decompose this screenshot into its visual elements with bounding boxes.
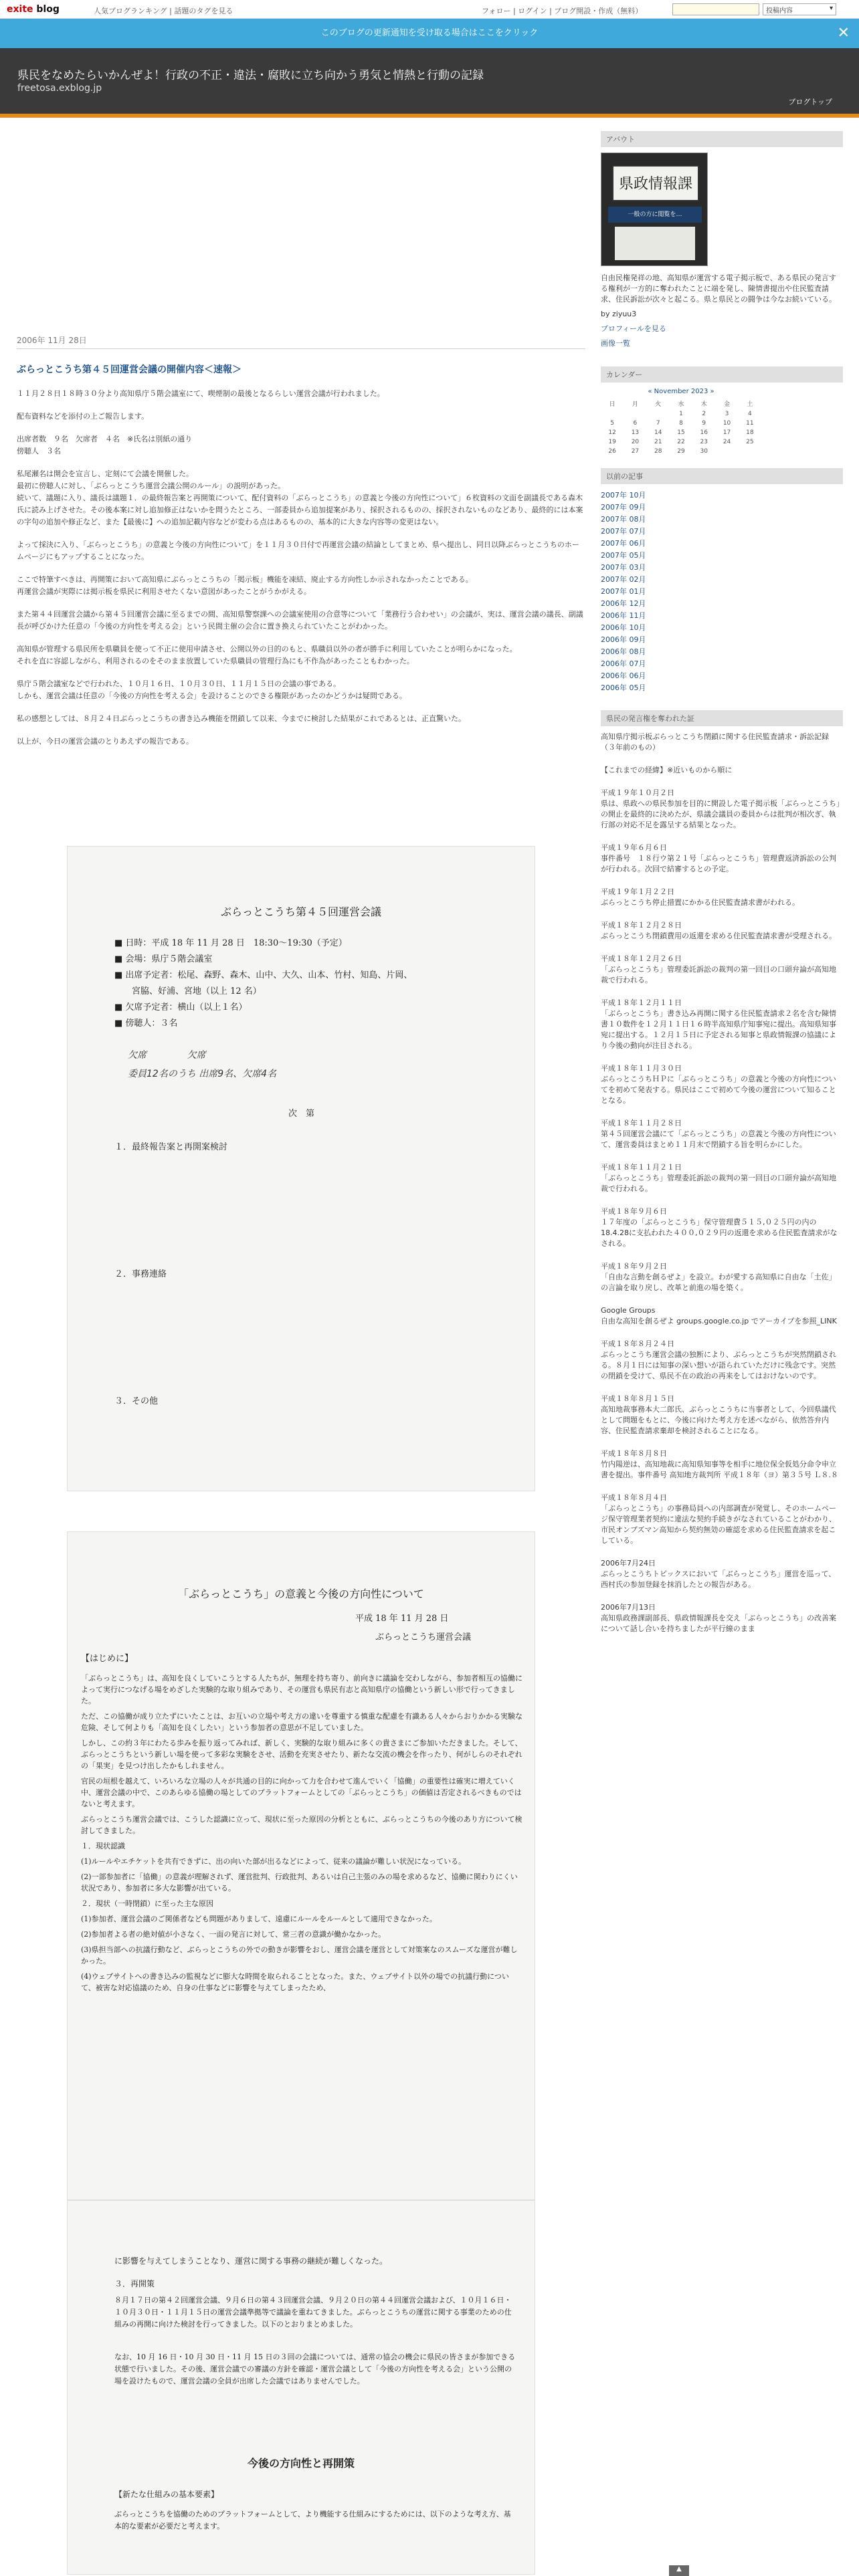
chevron-down-icon: ▾: [829, 5, 833, 12]
calendar-day: 13: [631, 429, 640, 436]
calendar-day: 25: [746, 439, 754, 445]
follow-notice-banner[interactable]: [0, 19, 859, 48]
calendar-day: 3: [725, 411, 729, 417]
post-area: [17, 334, 585, 758]
blog-url: freetosa.exblog.jp: [17, 83, 102, 94]
post-title[interactable]: ぶらっとこうち第４５回運営会議の開催内容＜速報＞: [17, 364, 242, 375]
archive-link[interactable]: 2006年 06月: [601, 671, 646, 680]
calendar-day: 11: [746, 420, 754, 427]
calendar-day: 2: [702, 411, 706, 417]
scan2-paragraph: (3)県担当部への抗議行動など、ぶらっとこうちの外での動きが影響をおし、運営会議を運営として対策案なのスムーズな運営が難しかった。: [81, 1945, 518, 1965]
scan2-title: 「ぶらっとこうち」の意義と今後の方向性について: [178, 1588, 424, 1600]
record-item: [601, 887, 843, 908]
record-item: [601, 1339, 843, 1382]
record-item: [601, 1305, 843, 1327]
archive-link[interactable]: 2007年 08月: [601, 515, 646, 524]
top-nav-links[interactable]: 人気ブログランキング | 話題のタグを見る: [94, 7, 233, 15]
post-body: [17, 388, 585, 748]
header-accent-line: [0, 114, 859, 118]
record-date: 平成１８年８月２４日: [601, 1339, 674, 1348]
calendar: [601, 388, 761, 456]
archive-link[interactable]: 2007年 10月: [601, 491, 646, 500]
record-date: 平成１８年１２月２６日: [601, 954, 682, 963]
scan2-head: 【はじめに】: [81, 1654, 134, 1664]
scan2-paragraph: (2)参加者よる者の絶対値が小さなく、一面の発言に対して、常三者の意識が働かなかった。: [81, 1930, 386, 1939]
calendar-day: 12: [608, 429, 616, 436]
author-name: by ziyuu3: [601, 310, 637, 318]
calendar-table: [601, 398, 761, 456]
record-text: 「自由な言動を創るぜよ」を設立。わが愛する高知県に自由な「土佐」の言論を取り戻し、改革と前進の場を築く。: [601, 1273, 836, 1292]
record-list: [601, 732, 843, 1634]
calendar-day: 5: [610, 420, 614, 427]
calendar-day: [647, 409, 670, 419]
calendar-day: 10: [723, 420, 731, 427]
record-date: 平成１８年１１月３０日: [601, 1064, 682, 1073]
agenda-heading: 次 第: [288, 1109, 315, 1119]
calendar-weekday: 水: [678, 401, 684, 408]
record-item: [601, 1394, 843, 1436]
record-date: 2006年7月13日: [601, 1603, 656, 1612]
record-text: ぶらっとこうちトピックスにおいて「ぶらっとこうち」運営を巡って、西村氏の参加登録を抹消したとの報告がある。: [601, 1570, 836, 1589]
archive-link[interactable]: 2007年 03月: [601, 563, 646, 572]
scan2-org: ぶらっとこうち運営会議: [375, 1632, 472, 1642]
record-item: [601, 1261, 843, 1293]
record-text: 県は、県政への県民参加を目的に開設した電子掲示板「ぶらっとこうち」の開止を最終的に決めたが、県議会議員の委員からは批判が相次ぎ、執行部の対応不足を露呈する結果となった。: [601, 799, 840, 829]
scan2-paragraph: しかし、この約３年にわたる歩みを振り返ってみれば、新しく、実験的な取り組みに多くの貴さまにご参加いただきました。そして、ぶらっとこうちという新しい場を使って多彩な実験をさせ、活動を充実させたり、新たな交流の機会を作ったり、何がしらのそれぞれの「果実」を見つけ出したかもしれません。: [81, 1739, 522, 1770]
calendar-day: 19: [608, 439, 616, 445]
scan1-line: ■ 日時：平成 18 年 11 月 28 日 18:30〜19:30（予定）: [114, 938, 347, 948]
record-item: [601, 1493, 843, 1546]
post-paragraph: 県庁５階会議室などで行われた、１０月１６日、１０月３０日、１１月１５日の会議の事である。 しかも、運営会議は任意の「今後の方向性を考える会」を設けることのできる権限があったのかどうかは疑問である。: [17, 679, 407, 700]
calendar-day: 28: [654, 448, 662, 455]
calendar-day: 22: [677, 439, 685, 445]
calendar-day: 30: [700, 448, 708, 455]
post-paragraph: よって採決に入り、「ぶらっとこうち」の意義と今後の方向性について」を１１月３０日付で再運営会議の結論としてまとめ、県へ提出し、同日以降ぶらっとこうちのホームページにもアップすることになった。: [17, 540, 579, 561]
scan1-line: ■ 欠席予定者：横山（以上１名）: [114, 1002, 248, 1012]
post-paragraph: また第４４回運営会議から第４５回運営会議に至るまでの間、高知県警察課への会議室使用の合意等について「業務行う合わせい」の会議が、実は、運営会議の議長、副議長が呼びかけた任意の「今後の方向性を考える会」という民間主催の会合に置き換えられていたことがわかった。: [17, 610, 583, 631]
post-paragraph: ここで特筆すべきは、再開策において高知県にぶらっとこうちの「掲示板」機能を凍結、廃止する方向性しか示されなかったことである。 再運営会議が実際には掲示板を県民に利用させたくない意図があったことがうかがえる。: [17, 575, 473, 596]
record-date: 平成１８年８月８日: [601, 1449, 667, 1458]
image-list-link[interactable]: 画像一覧: [601, 339, 630, 348]
profile-link[interactable]: プロフィールを見る: [601, 324, 666, 333]
record-item: [601, 998, 843, 1051]
record-date: 高知県庁掲示板ぶらっとこうち閉鎖に関する住民監査請求・訴訟記録（３年前のもの）: [601, 732, 829, 752]
archive-link[interactable]: 2007年 02月: [601, 575, 646, 584]
post-paragraph: 配布資料などを添付の上ご報告します。: [17, 412, 149, 421]
record-item: [601, 1602, 843, 1634]
post-paragraph: 出席者数 ９名 欠席者 ４名 ※氏名は別紙の通り 傍聴人 ３名: [17, 435, 193, 455]
record-text: ぶらっとこうち運営会議の独断により、ぶらっとこうちが突然閉鎖される。８月１日には知事の深い想いが語られていただけに残念です。突然の閉鎖を受けて、県民不在の政治の再来をしてはおけないのです。: [601, 1350, 836, 1380]
record-date: 平成１８年１２月１１日: [601, 998, 682, 1007]
exblog-logo[interactable]: exite blog: [7, 4, 60, 15]
record-date: 平成１８年９月２日: [601, 1262, 667, 1271]
calendar-day: 21: [654, 439, 662, 445]
record-date: 平成１９年６月６日: [601, 843, 667, 852]
record-item: [601, 1448, 843, 1481]
archive-link[interactable]: 2006年 12月: [601, 599, 646, 608]
calendar-weekday: 金: [724, 401, 731, 408]
scan2-paragraph: ぶらっとこうち運営会議では、こうした認識に立って、現状に至った原因の分析とともに、ぶらっとこうちの今後のあり方について検討してきました。: [81, 1815, 522, 1835]
scroll-indicator[interactable]: ▲: [669, 2565, 689, 2576]
scan3-body: ８月１７日の第４２回運営会議、９月６日の第４３回運営会議、９月２０日の第４４回運営会議および、１０月１６日・１０月３０日・１１月１５日の運営会議準拠等で議論を重ねてきました。ぶらっとこうちの運営に関する事業のための仕組みの再開に向けた検討を行ってきました。以下のとおりまとめました。: [114, 2296, 512, 2329]
calendar-day: 9: [702, 420, 706, 427]
record-item: [601, 1558, 843, 1590]
record-text: 竹内陽逆は、高知地裁に高知県知事等を相手に地位保全仮処分命令申立書を提出。事件番号 高知地方裁判所 平成１８年（ヨ）第３５号 Ｌ８.８: [601, 1460, 838, 1479]
record-text: 「ぶらっとこうち」書き込み再開に関する住民監査請求２名を含む陳情書１０数件を１２月１１日１６時半高知県庁知事宛に提出。高知県知事宛に提出する。１２月１５日に予定される知事と県政情報課の協議により今後の動向が注目される。: [601, 1009, 836, 1050]
calendar-day: 23: [700, 439, 708, 445]
archive-link[interactable]: 2006年 11月: [601, 611, 646, 620]
about-heading: アバウト: [601, 131, 843, 147]
calendar-day: 1: [679, 411, 683, 417]
photo-notice: [615, 227, 695, 260]
calendar-day: 27: [631, 448, 640, 455]
record-item: [601, 732, 843, 753]
calendar-weekday: 月: [632, 401, 638, 408]
agenda-item: １．最終報告案と再開案検討: [114, 1142, 228, 1152]
calendar-day: 15: [677, 429, 685, 436]
calendar-day: 24: [723, 439, 731, 445]
scan1-line: 宮脇、好浦、宮地（以上 12 名）: [114, 986, 262, 996]
photo-subsign: 一般の方に閲覧を…: [608, 207, 702, 223]
blog-header: [0, 48, 859, 114]
post-paragraph: １１月２８日１８時３０分より高知県庁５階会議室にて、喫煙制の最後となるらしい運営会議が行われました。: [17, 389, 385, 398]
scan2-date: 平成 18 年 11 月 28 日: [355, 1614, 449, 1624]
scanned-policy-page-2: [67, 2200, 535, 2575]
post-paragraph: 高知県が管理する県民所を県職員を使って不正に使用申請させ、公開以外の目的のもと、県職員以外の者が勝手に利用していたことが明らかになった。 それを直に容認しながら、利用されるのをそのまま放置していた県職員の管理行為にも不作為があったこともわかった。: [17, 645, 517, 665]
scan1-line: ■ 出席予定者：松尾、森野、森木、山中、大久、山本、竹村、知島、片岡、: [114, 970, 413, 980]
scan2-paragraph: ２．現状（一時閉鎖）に至った主な原因: [81, 1899, 213, 1908]
record-date: 平成１８年１１月２１日: [601, 1163, 682, 1172]
post-paragraph: 私の感想としては、８月２４日ぶらっとこうちの書き込み機能を閉鎖して以来、今までに検討した結果がこれであるとは、正直驚いた。: [17, 714, 466, 723]
archive-link[interactable]: 2007年 05月: [601, 551, 646, 560]
calendar-day: 17: [723, 429, 731, 436]
record-date: 平成１８年８月４日: [601, 1493, 667, 1502]
calendar-day: 8: [679, 420, 683, 427]
record-text: １７年度の「ぶらっとこうち」保守管理費５１５,０２５円の内の18.4.28に支払われた４００,０２９円の返還を求める住民監査請求がなされる。: [601, 1218, 838, 1248]
calendar-day: 20: [631, 439, 640, 445]
archive-list: [601, 490, 843, 694]
handwritten-note: 欠席 欠席 委員12名のうち 出席9名、欠席4名: [128, 1050, 277, 1079]
archive-link[interactable]: 2006年 05月: [601, 683, 646, 692]
record-item: [601, 1206, 843, 1249]
scan2-paragraph: １．現状認識: [81, 1842, 125, 1850]
record-date: 平成１８年９月６日: [601, 1207, 667, 1216]
scan3-subhead: 【新たな仕組みの基本要素】: [114, 2490, 219, 2499]
record-date: 平成１９年１月２２日: [601, 887, 674, 896]
calendar-day: 4: [747, 411, 752, 417]
agenda-item: ２．事務連絡: [114, 1269, 167, 1279]
calendar-day: [601, 409, 624, 419]
calendar-day: 7: [656, 420, 660, 427]
record-item: [601, 765, 843, 776]
post-paragraph: 私尾瀬名は開会を宣言し、定刻にて会議を開催した。 最初に傍聴人に対し、「ぶらっとこうち運営会議公開のルール」の説明があった。 続いて、議題に入り、議長は議題１．の最終報告案と再開策について、配付資料の「ぶらっとこうち」の意義と今後の方向性について」６枚資料の文面を副議長である森木氏に読み上げさせた。その後本案に対し追加修正はないかを問うたところ、一部委員から追加提案があり、採択されるものの、採択されないものなどあり、最終的には本案の字句の追加や修正など、また【最後に】への追加記載内容などが変わる点はあるものの、基本的に大きな内容等の変更はない。: [17, 469, 583, 526]
agenda-item: ３．その他: [114, 1396, 159, 1406]
post-date: 2006年 11月 28日: [17, 334, 585, 349]
scan2-paragraph: (1)参加者、運営会議のご関係者なども問題がありまして、遠慮にルールをルールとして適用できなかった。: [81, 1915, 437, 1923]
calendar-day: 18: [746, 429, 754, 436]
archive-link[interactable]: 2006年 10月: [601, 623, 646, 632]
archive-link[interactable]: 2006年 07月: [601, 659, 646, 668]
scan2-body: [81, 1673, 522, 1998]
blog-top-link[interactable]: ブログトップ: [788, 98, 832, 106]
post-paragraph: 以上が、今日の運営会議のとりあえずの報告である。: [17, 737, 193, 746]
calendar-day: [624, 409, 646, 419]
archive-link[interactable]: 2007年 07月: [601, 527, 646, 536]
record-date: 平成１９年１０月２日: [601, 788, 674, 797]
archive-link[interactable]: 2006年 08月: [601, 647, 646, 656]
archive-heading: 以前の記事: [601, 468, 843, 484]
archive-link[interactable]: 2007年 06月: [601, 539, 646, 548]
record-text: 事件番号 １８行ウ第２１号「ぶらっとこうち」管理費返済訴訟の公判が行われる。次回で結審するとの予定。: [601, 854, 836, 873]
record-item: [601, 1118, 843, 1150]
scan3-section: 今後の方向性と再開策: [247, 2457, 355, 2470]
record-date: 2006年7月24日: [601, 1559, 656, 1568]
top-bar: [0, 0, 859, 19]
calendar-weekday: 土: [747, 401, 753, 408]
scan3-tail: ぶらっとこうちを協働のためのプラットフォームとして、より機能する仕組みにするためには、以下のような考え方、基本的な要素が必要だと考えます。: [114, 2510, 511, 2531]
about-text: 自由民権発祥の地、高知県が運営する電子掲示板で、ある県民の発言する権利が一方的に奪われたことに端を発し、陳情書提出や住民監査請求、住民訴訟が次々と起こる。県と県民との闘争は今なお続いている。: [601, 274, 836, 304]
record-date: 【これまでの経緯】※近いものから順に: [601, 766, 733, 774]
record-text: ぶらっとこうち停止措置にかかる住民監査請求書がわれる。: [601, 898, 799, 907]
calendar-day: 14: [654, 429, 662, 436]
calendar-day: 29: [677, 448, 685, 455]
record-heading: 県民の発言権を奪われた証: [601, 710, 843, 726]
calendar-weekday: 日: [609, 401, 615, 408]
scan1-title: ぶらっとこうち第４５回運営会議: [220, 905, 381, 918]
sidebar: [601, 131, 843, 1646]
calendar-day: 16: [700, 429, 708, 436]
scan2-paragraph: ただ、この協働が成り立たずにいたことは、お互いの立場や考え方の違いを尊重する慎重な配慮を有識ある人々からおりかかる実験な危険、そして何よりも「高知を良くしたい」という参加者の意思が不足していました。: [81, 1712, 522, 1732]
search-input[interactable]: [672, 3, 759, 15]
scan2-paragraph: 官民の垣根を越えて、いろいろな立場の人々が共通の目的に向かって力を合わせて進んでいく「協働」の重要性は確実に増えていく中、運営会議の中で、このあらゆる協働の場としてのプラットフォームとしての「ぶらっとこうち」の価値は否定されるべきものではないと考えます。: [81, 1777, 522, 1808]
record-text: 「ぶらっとこうち」の事務局員への内部調査が発覚し、そのホームページ保守管理業者契約に違法な契約手続きがなされていることがわかり、市民オンブズマン高知から契約無効の確認を求める住民監査請求を起こしている。: [601, 1504, 836, 1545]
record-text: 「ぶらっとこうち」管理委託訴訟の裁判の第一回目の口頭弁論が高知地裁で行われる。: [601, 965, 836, 984]
calendar-day: 6: [633, 420, 638, 427]
record-text: 高知県政務課副部長、県政情報課長を交え「ぶらっとこうち」の改善案について話し合いを持ちましたが平行線のまま: [601, 1614, 836, 1633]
scan1-line: ■ 会場：県庁５階会議室: [114, 954, 213, 964]
record-item: [601, 788, 843, 831]
scan3-head: ３．再開策: [114, 2279, 155, 2288]
record-date: 平成１８年８月１５日: [601, 1394, 674, 1403]
calendar-day: [715, 447, 738, 456]
calendar-weekday: 木: [700, 401, 707, 408]
record-text: ぶらっとこうちＨＰに「ぶらっとこうち」の意義と今後の方向性についてを初めて発表する。県民はここで初めて今後の運営について知ることとなる。: [601, 1075, 836, 1105]
record-text: 第４５回運営会議にて「ぶらっとこうち」の意義と今後の方向性について、運営委員はまとめ１１月末で閉鎖する旨を明らかにした。: [601, 1130, 836, 1149]
scan1-line: ■ 傍聴人：３名: [114, 1018, 178, 1029]
calendar-heading: カレンダー: [601, 366, 843, 383]
record-item: [601, 1063, 843, 1106]
scan3-body2: なお、10 月 16 日・10 月 30 日・11 月 15 日の３回の会議については、通常の協会の機会に県民の皆さまが参加できる状態で行いました。その後、運営会議での審議の方針を確認・運営会議として「今後の方向性を考える会」という公開の場を設けたもので、運営会議の全員が出席した会議ではありませんでした。: [114, 2353, 516, 2385]
record-text: 自由な高知を創るぜよ groups.google.co.jp でアーカイブを参照_LINK: [601, 1317, 837, 1325]
record-item: [601, 920, 843, 942]
account-links[interactable]: フォロー | ログイン | ブログ開設・作成（無料）: [482, 7, 643, 15]
scan2-paragraph: (2)一部参加者に「協働」の意義が理解されず、運営批判、行政批判、あるいは自己主張のみの場を求めるなど、協働に関わりにくい状況であり、参加者に多大な影響が出ている。: [81, 1872, 518, 1893]
record-text: 高知地裁事務本大二郎氏、ぶらっとこうちに当事者として、今回県議代として問題をもとに、今後に向けた考え方を述べながら、依然答弁内容、住民監査請求棄却を検討されることになる。: [601, 1405, 836, 1435]
calendar-caption[interactable]: « November 2023 »: [648, 388, 714, 395]
record-text: ぶらっとこうち閉鎖費用の返還を求める住民監査請求書が受理される。: [601, 932, 836, 940]
record-item: [601, 843, 843, 875]
blog-title[interactable]: 県民をなめたらいかんぜよ！行政の不正・違法・腐敗に立ち向かう勇気と情熱と行動の記録: [17, 69, 484, 82]
record-date: 平成１８年１２月２８日: [601, 921, 682, 930]
archive-link[interactable]: 2007年 09月: [601, 503, 646, 512]
photo-sign: 県政情報課: [612, 165, 699, 201]
record-item: [601, 954, 843, 986]
calendar-day: [739, 447, 761, 456]
notice-text[interactable]: このブログの更新通知を受け取る場合はここをクリック: [320, 28, 539, 38]
scan3-intro: に影響を与えてしまうことなり、運営に関する事務の継続が難しくなった。: [114, 2256, 388, 2266]
record-text: 「ぶらっとこうち」管理委託訴訟の裁判の第一回目の口頭弁論が高知地裁で行われる。: [601, 1174, 836, 1193]
record-date: 平成１８年１１月２８日: [601, 1119, 682, 1128]
calendar-weekday: 火: [655, 401, 662, 408]
scanned-policy-page-1: [67, 1531, 535, 2200]
calendar-day: 26: [608, 448, 616, 455]
scan2-paragraph: 「ぶらっとこうち」は、高知を良くしていこうとする人たちが、無理を持ち寄り、前向きに議論を交わしながら、参加者相互の協働によって実行につなげる場をめざした実験的な取り組みであり、その運営も県民有志と高知県庁の協働という新しい形で行ってきました。: [81, 1674, 522, 1705]
close-icon[interactable]: ✕: [837, 25, 850, 41]
scanned-agenda-image: [67, 846, 535, 1491]
scan2-paragraph: (4)ウェブサイトへの書き込みの監視などに膨大な時間を取られることとなった。また、ウェブサイト以外の場での抗議行動について、被害な対応協議のため、自身の仕事などに影響を与えてしまったため、: [81, 1972, 509, 1992]
scan2-paragraph: (1)ルールやエチケットを共有できずに、出の向いた部が出るなどによって、従来の議論が難しい状況になっている。: [81, 1857, 466, 1866]
record-date: Google Groups: [601, 1306, 656, 1315]
profile-photo[interactable]: [601, 152, 708, 266]
archive-link[interactable]: 2007年 01月: [601, 587, 646, 596]
archive-link[interactable]: 2006年 09月: [601, 635, 646, 644]
search-scope-select[interactable]: 投稿内容 ▾: [763, 3, 836, 15]
record-item: [601, 1162, 843, 1194]
